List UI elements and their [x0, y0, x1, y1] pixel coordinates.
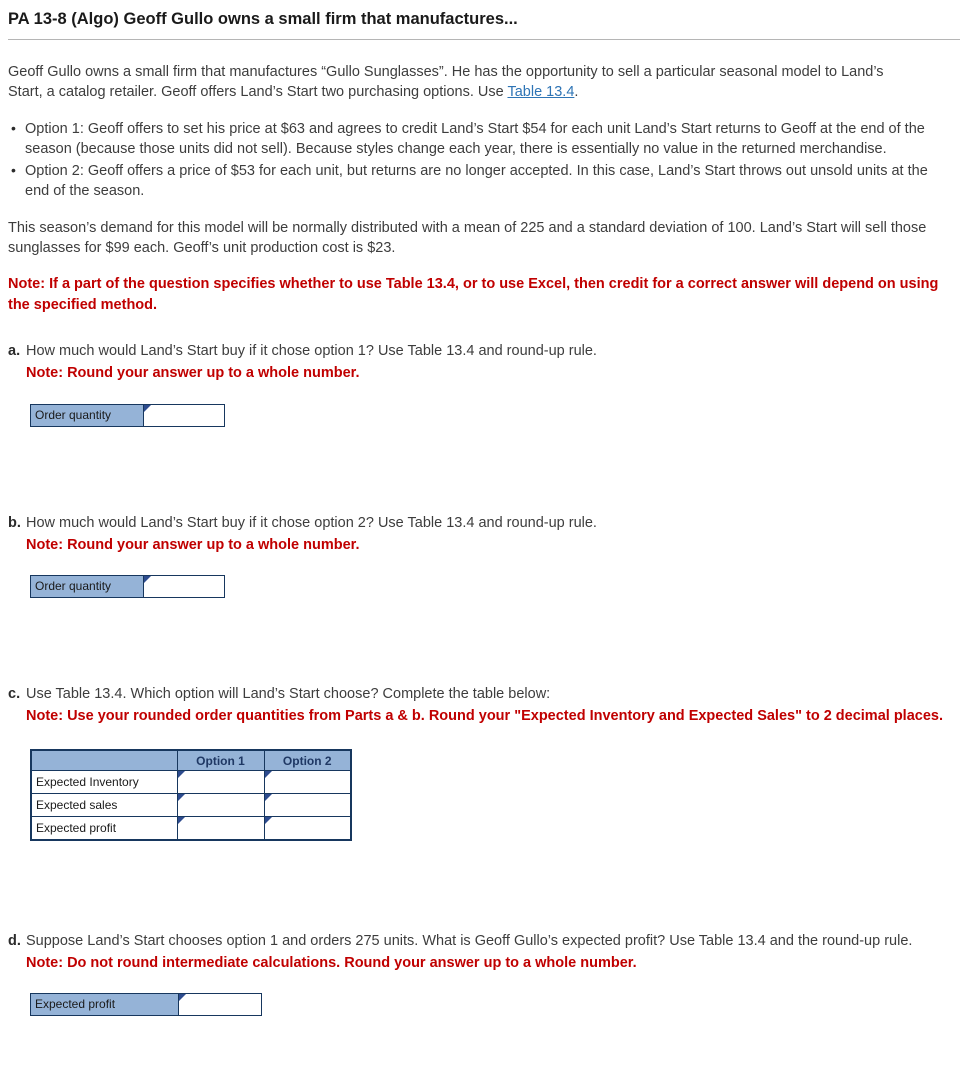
option-2-item: • Option 2: Geoff offers a price of $53 for each unit, but returns are no longer accepted. In this case, Land’s Start throws out unsold units at the end of the season.: [8, 161, 938, 202]
part-c-expected-inventory-option1-cell: [177, 771, 264, 794]
part-c-label: c.: [8, 686, 21, 703]
part-d-answer-table: [30, 993, 262, 1016]
part-c-header-option2: Option 2: [264, 750, 351, 771]
table-row: [31, 817, 351, 840]
intro-text: Geoff Gullo owns a small firm that manufactures “Gullo Sunglasses”. He has the opportunity to sell a particular seasonal model to Land’s Start, a catalog retailer. Geoff offers Land’s Start two purchasing options. Use: [8, 64, 884, 101]
part-c-question: Use Table 13.4. Which option will Land’s Start choose? Complete the table below:: [26, 686, 551, 703]
part-a-input-cell: [144, 405, 224, 426]
part-c-expected-sales-option2-input[interactable]: [265, 794, 351, 816]
part-b-answer-table: [30, 575, 225, 598]
part-c-section: [8, 684, 960, 841]
intro-paragraph: [8, 62, 920, 103]
part-b-input-cell: [144, 576, 224, 597]
part-c-note: Note: Use your rounded order quantities from Parts a & b. Round your "Expected Inventory and Expected Sales" to 2 decimal places.: [26, 708, 943, 725]
part-d-label: d.: [8, 932, 21, 949]
part-c-expected-profit-option2-cell: [264, 817, 351, 840]
part-d-row-label: Expected profit: [31, 994, 179, 1015]
part-c-expected-profit-option1-cell: [177, 817, 264, 840]
part-b-question: How much would Land’s Start buy if it chose option 2? Use Table 13.4 and round-up rule.: [26, 514, 597, 531]
part-c-row-label-expected-profit: Expected profit: [31, 817, 177, 840]
table-row: [31, 794, 351, 817]
part-a-note: Note: Round your answer up to a whole number.: [26, 365, 360, 382]
part-b-row-label: Order quantity: [31, 576, 144, 597]
page-title: PA 13-8 (Algo) Geoff Gullo owns a small firm that manufactures...: [8, 10, 518, 28]
part-a-answer-table: [30, 404, 225, 427]
part-c-expected-profit-option1-input[interactable]: [178, 817, 264, 839]
part-d-answer-input[interactable]: [179, 994, 261, 1015]
intro-text-after: .: [574, 84, 579, 101]
title-divider: [8, 39, 960, 40]
table-header-row: [31, 750, 351, 771]
part-c-row-label-expected-sales: Expected sales: [31, 794, 177, 817]
part-c-expected-inventory-option2-input[interactable]: [265, 771, 351, 793]
part-c-corner-cell: [31, 750, 177, 771]
part-c-row-label-expected-inventory: Expected Inventory: [31, 771, 177, 794]
part-c-expected-inventory-option1-input[interactable]: [178, 771, 264, 793]
part-b-note: Note: Round your answer up to a whole number.: [26, 536, 360, 553]
part-d-question: Suppose Land’s Start chooses option 1 and orders 275 units. What is Geoff Gullo’s expected profit? Use Table 13.4 and the round-up rule.: [26, 932, 913, 949]
options-list: [8, 119, 948, 202]
part-a-answer-input[interactable]: [144, 405, 224, 426]
option-1-item: • Option 1: Geoff offers to set his price at $63 and agrees to credit Land’s Start $54 for each unit Land’s Start returns to Geoff at the end of the season (because those units did not sell). Because styles change each year, there is essentially no value in the returned merchandise.: [8, 119, 938, 160]
table-13-4-link[interactable]: Table 13.4: [507, 84, 575, 101]
part-a-row-label: Order quantity: [31, 405, 144, 426]
part-c-expected-inventory-option2-cell: [264, 771, 351, 794]
part-c-expected-sales-option2-cell: [264, 794, 351, 817]
demand-paragraph: This season’s demand for this model will be normally distributed with a mean of 225 and a standard deviation of 100. Land’s Start will sell those sunglasses for $99 each. Geoff’s unit production cost is $23.: [8, 219, 927, 257]
part-a-section: [8, 341, 960, 427]
part-b-section: [8, 513, 960, 599]
part-b-answer-input[interactable]: [144, 576, 224, 597]
part-a-question: How much would Land’s Start buy if it chose option 1? Use Table 13.4 and round-up rule.: [26, 342, 597, 359]
part-c-expected-sales-option1-cell: [177, 794, 264, 817]
part-b-label: b.: [8, 514, 21, 531]
part-c-expected-sales-option1-input[interactable]: [178, 794, 264, 816]
method-note: Note: If a part of the question specifies whether to use Table 13.4, or to use Excel, then credit for a correct answer will depend on using the specified method.: [8, 276, 939, 313]
part-d-input-cell: [179, 994, 261, 1015]
part-c-expected-profit-option2-input[interactable]: [265, 817, 351, 839]
part-c-table: [30, 749, 352, 841]
table-row: [31, 771, 351, 794]
part-d-section: [8, 931, 960, 1017]
part-d-note: Note: Do not round intermediate calculations. Round your answer up to a whole number.: [26, 955, 637, 972]
part-a-label: a.: [8, 342, 21, 359]
part-c-header-option1: Option 1: [177, 750, 264, 771]
